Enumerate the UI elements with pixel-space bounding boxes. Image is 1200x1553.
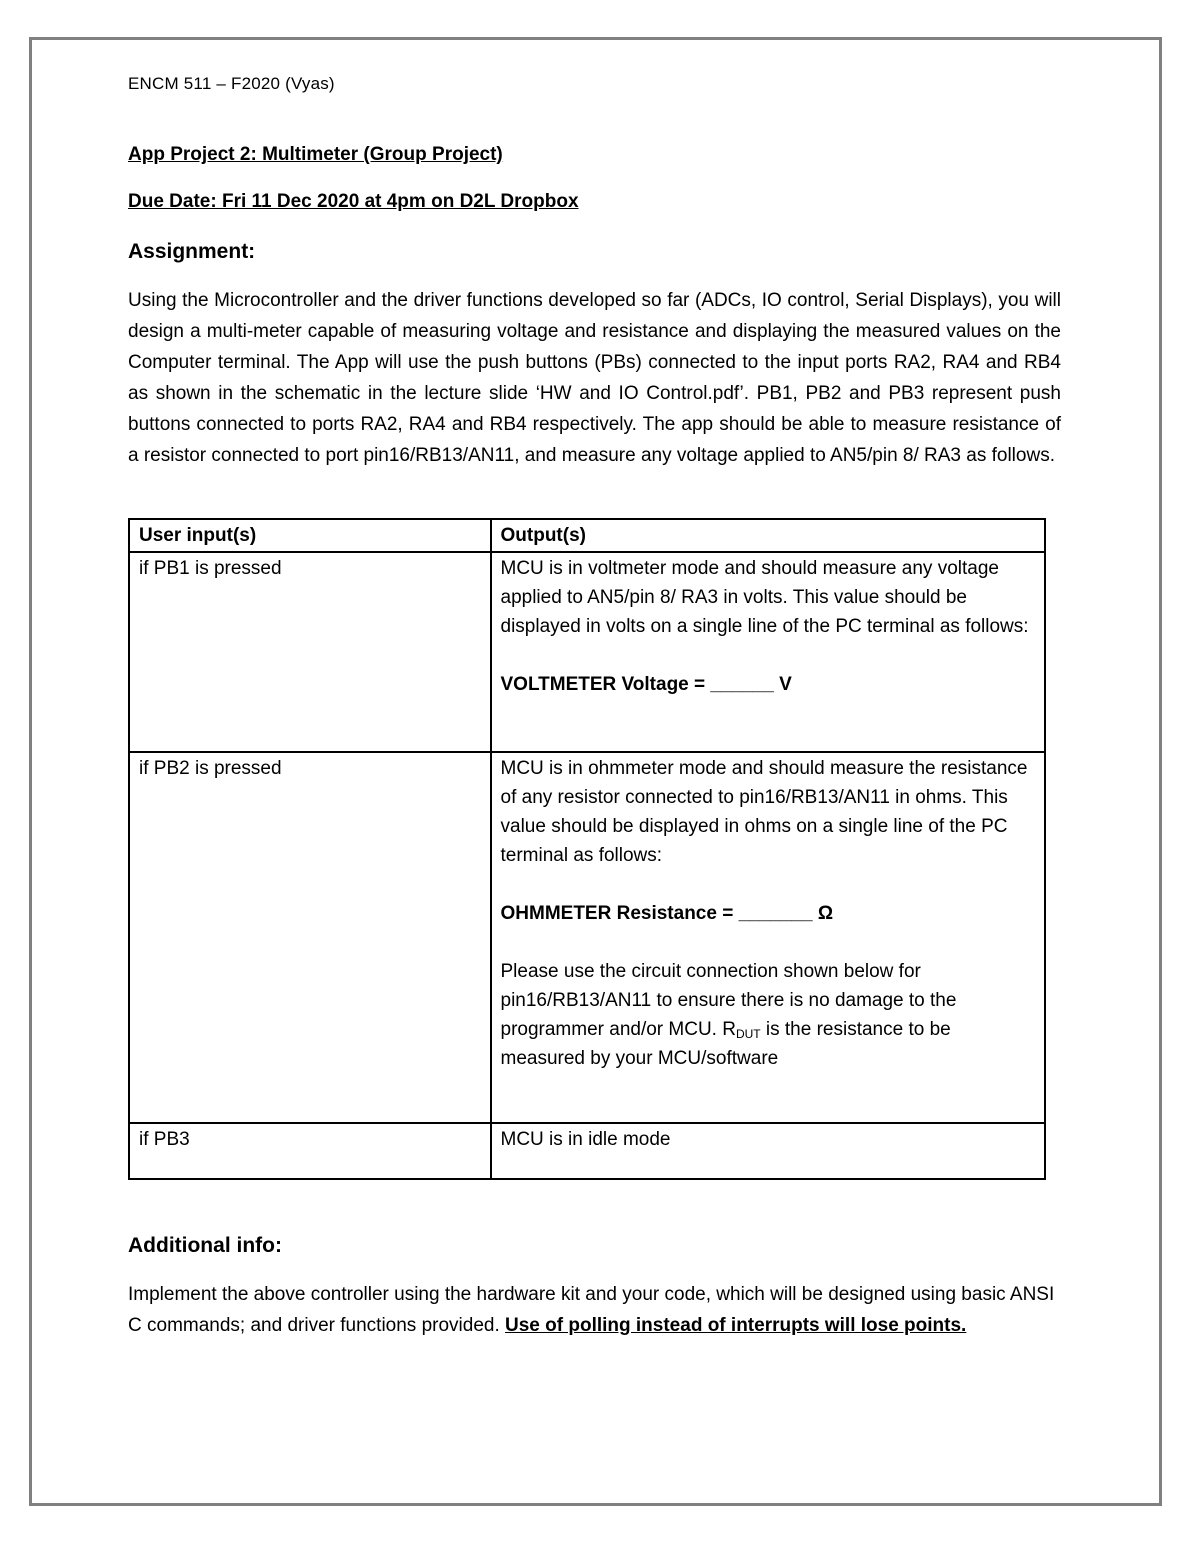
io-table xyxy=(128,518,1046,1180)
additional-info-text: Implement the above controller using the hardware kit and your code, which will be designed using basic ANSI C commands; and driver functions provided. xyxy=(128,1284,1055,1336)
ohmmeter-description: MCU is in ohmmeter mode and should measure the resistance of any resistor connected to pin16/RB13/AN11 in ohms. This value should be displayed in ohms on a single line of the PC terminal as follows: xyxy=(500,758,1028,866)
row-input-pb1: if PB1 is pressed xyxy=(129,552,491,752)
table-row xyxy=(129,752,1045,1123)
table-row xyxy=(129,1123,1045,1179)
project-title: App Project 2: Multimeter (Group Project) xyxy=(128,144,503,165)
row-input-pb2: if PB2 is pressed xyxy=(129,752,491,1123)
row-output-pb1 xyxy=(491,552,1046,752)
dut-subscript: DUT xyxy=(735,1027,761,1041)
circuit-note xyxy=(501,957,1035,1073)
voltmeter-description: MCU is in voltmeter mode and should measure any voltage applied to AN5/pin 8/ RA3 in volts. This value should be displayed in volts on a single line of the PC terminal as follows: xyxy=(500,558,1029,637)
row-input-pb3: if PB3 xyxy=(129,1123,491,1179)
table-header-row xyxy=(129,519,1045,552)
document-content xyxy=(128,70,1061,1336)
assignment-heading: Assignment: xyxy=(128,240,256,263)
header-user-input: User input(s) xyxy=(129,519,491,552)
additional-info-paragraph xyxy=(128,1279,1061,1341)
due-date: Due Date: Fri 11 Dec 2020 at 4pm on D2L Dropbox xyxy=(128,191,579,212)
additional-info-heading: Additional info: xyxy=(128,1234,282,1257)
voltmeter-format: VOLTMETER Voltage = ______ V xyxy=(500,674,792,695)
polling-warning: Use of polling instead of interrupts will lose points. xyxy=(505,1315,967,1336)
course-header: ENCM 511 – F2020 (Vyas) xyxy=(128,74,335,93)
assignment-paragraph: Using the Microcontroller and the driver functions developed so far (ADCs, IO control, Serial Displays), you will design a multi-meter capable of measuring voltage and resistance and displaying the measured values on the Computer terminal. The App will use the push buttons (PBs) connected to the input ports RA2, RA4 and RB4 as shown in the schematic in the lecture slide ‘HW and IO Control.pdf’. PB1, PB2 and PB3 represent push buttons connected to ports RA2, RA4 and RB4 respectively. The app should be able to measure resistance of a resistor connected to port pin16/RB13/AN11, and measure any voltage applied to AN5/pin 8/ RA3 as follows. xyxy=(128,290,1061,466)
circuit-note-text: Please use the circuit connection shown below for pin16/RB13/AN11 to ensure there is no damage to the programmer and/or MCU. R xyxy=(500,961,957,1040)
ohmmeter-format: OHMMETER Resistance = _______ Ω xyxy=(500,903,834,924)
row-output-pb2 xyxy=(491,752,1046,1123)
row-output-pb3: MCU is in idle mode xyxy=(491,1123,1046,1179)
circuit-note-text-end: is the resistance to be measured by your MCU/software xyxy=(500,1019,951,1069)
table-row xyxy=(129,552,1045,752)
header-output: Output(s) xyxy=(491,519,1046,552)
